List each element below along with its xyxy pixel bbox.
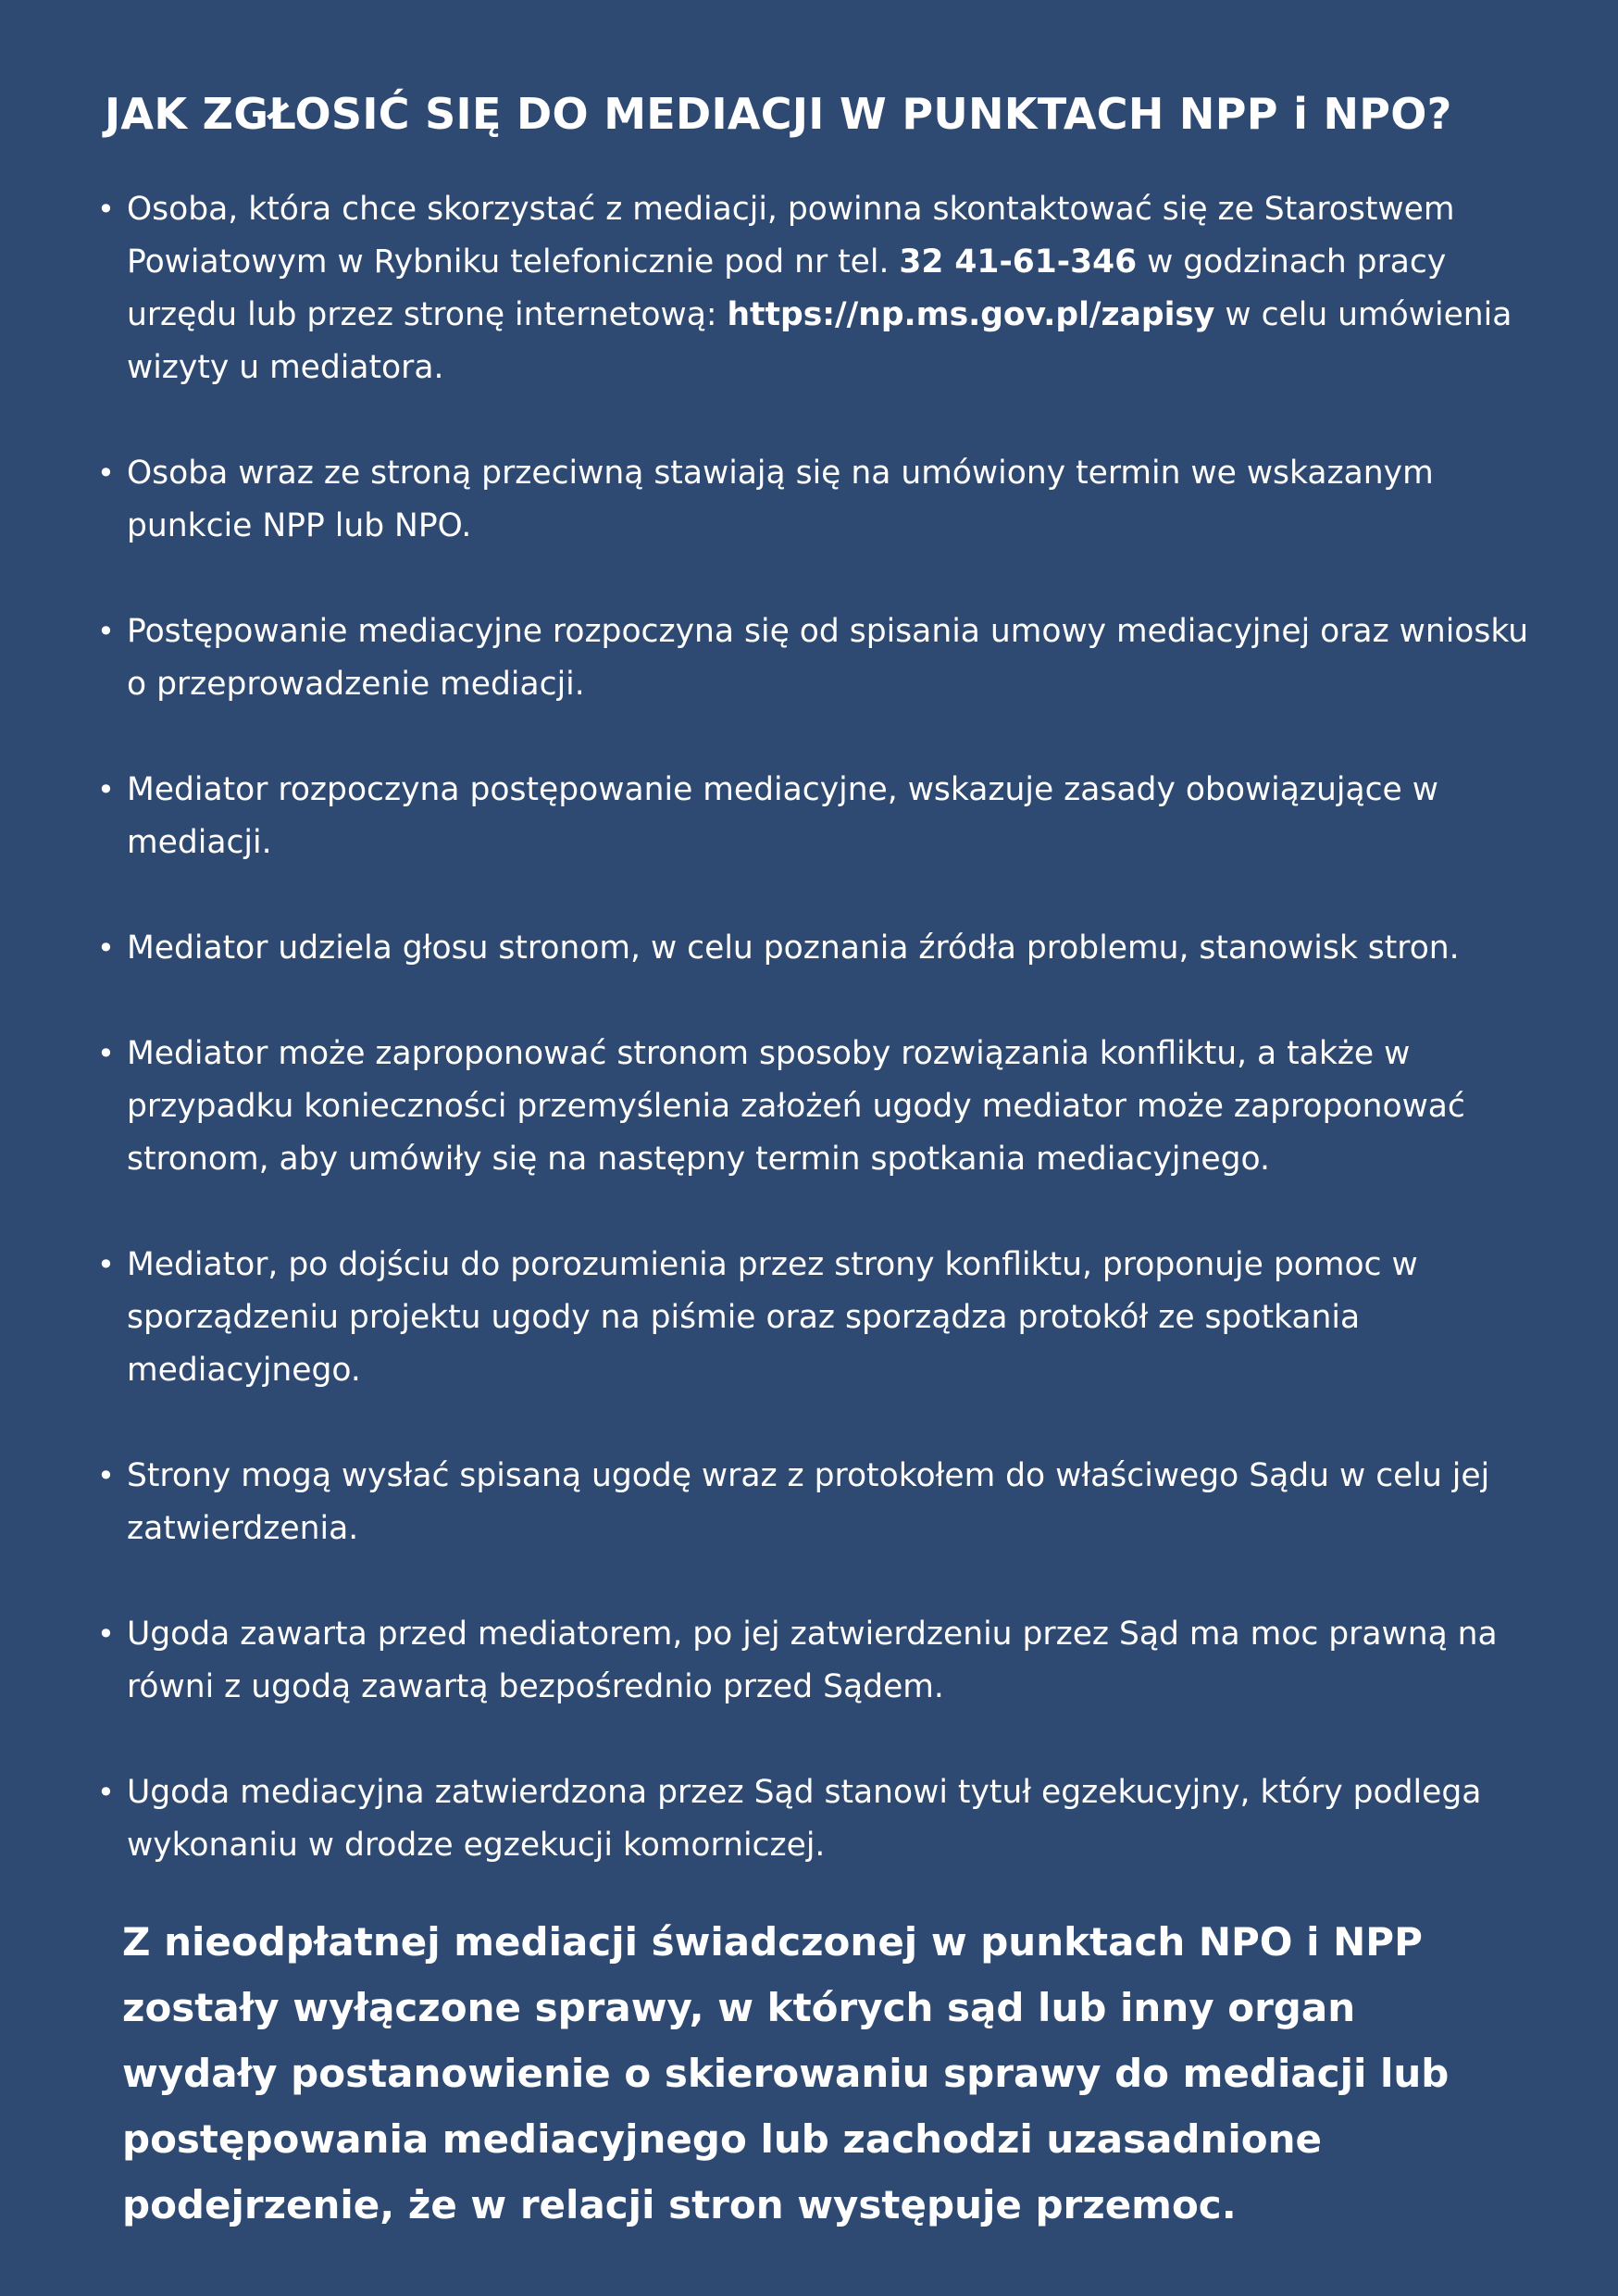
list-item	[97, 447, 1553, 553]
list-item	[97, 183, 1553, 394]
step-text: Ugoda zawarta przed mediatorem, po jej zatwierdzeniu przez Sąd ma moc prawną na równi z ugodą zawartą bezpośrednio przed Sądem.	[127, 1616, 1498, 1705]
bullet-icon: •	[97, 772, 115, 807]
list-item	[97, 764, 1553, 869]
bullet-icon: •	[97, 930, 115, 966]
list-item	[97, 1766, 1553, 1872]
step-text: Mediator może zaproponować stronom sposoby rozwiązania konfliktu, a także w przypadku konieczności przemyślenia założeń ugody mediator może zaproponować stronom, aby umówiły się na następny termin spotkania mediacyjnego.	[127, 1035, 1465, 1178]
step-text: Osoba, która chce skorzystać z mediacji, powinna skontaktować się ze Starostwem Powiatowym w Rybniku telefonicznie pod nr tel.	[127, 191, 1455, 281]
exclusion-note: Z nieodpłatnej mediacji świadczonej w punktach NPO i NPP zostały wyłączone sprawy, w których sąd lub inny organ wydały postanowienie o skierowaniu sprawy do mediacji lub postępowania mediacyjnego lub zachodzi uzasadnione podejrzenie, że w relacji stron występuje przemoc.	[122, 1919, 1450, 2227]
list-item	[97, 1450, 1553, 1555]
bullet-icon: •	[97, 1247, 115, 1282]
bullet-icon: •	[97, 1775, 115, 1810]
bullet-icon: •	[97, 192, 115, 227]
step-text: w celu umówienia wizyty u mediatora.	[127, 296, 1512, 386]
list-item	[97, 1608, 1553, 1714]
list-item	[97, 605, 1553, 711]
bullet-icon: •	[97, 1458, 115, 1493]
list-item	[97, 1028, 1553, 1186]
bullet-icon: •	[97, 455, 115, 491]
registration-url: https://np.ms.gov.pl/zapisy	[727, 296, 1215, 333]
bullet-icon: •	[97, 614, 115, 649]
step-text: Osoba wraz ze stroną przeciwną stawiają się na umówiony termin we wskazanym punkcie NPP lub NPO.	[127, 455, 1434, 544]
bullet-icon: •	[97, 1616, 115, 1652]
steps-list	[97, 183, 1553, 1872]
step-text: Mediator udziela głosu stronom, w celu poznania źródła problemu, stanowisk stron.	[127, 930, 1460, 967]
list-item	[97, 1239, 1553, 1397]
step-text: w godzinach pracy urzędu lub przez stronę internetową:	[127, 243, 1447, 333]
step-text: Strony mogą wysłać spisaną ugodę wraz z protokołem do właściwego Sądu w celu jej zatwierdzenia.	[127, 1457, 1490, 1547]
step-text: Mediator rozpoczyna postępowanie mediacyjne, wskazuje zasady obowiązujące w mediacji.	[127, 771, 1438, 861]
step-text: Postępowanie mediacyjne rozpoczyna się od spisania umowy mediacyjnej oraz wniosku o przeprowadzenie mediacji.	[127, 613, 1529, 703]
page-title: JAK ZGŁOSIĆ SIĘ DO MEDIACJI W PUNKTACH NPP i NPO?	[105, 89, 1452, 139]
list-item	[97, 922, 1553, 975]
bullet-icon: •	[97, 1036, 115, 1071]
step-text: Mediator, po dojściu do porozumienia przez strony konfliktu, proponuje pomoc w sporządzeniu projektu ugody na piśmie oraz sporządza protokół ze spotkania mediacyjnego.	[127, 1246, 1418, 1389]
step-text: Ugoda mediacyjna zatwierdzona przez Sąd stanowi tytuł egzekucyjny, który podlega wykonaniu w drodze egzekucji komorniczej.	[127, 1774, 1482, 1864]
phone-number: 32 41-61-346	[899, 243, 1138, 281]
